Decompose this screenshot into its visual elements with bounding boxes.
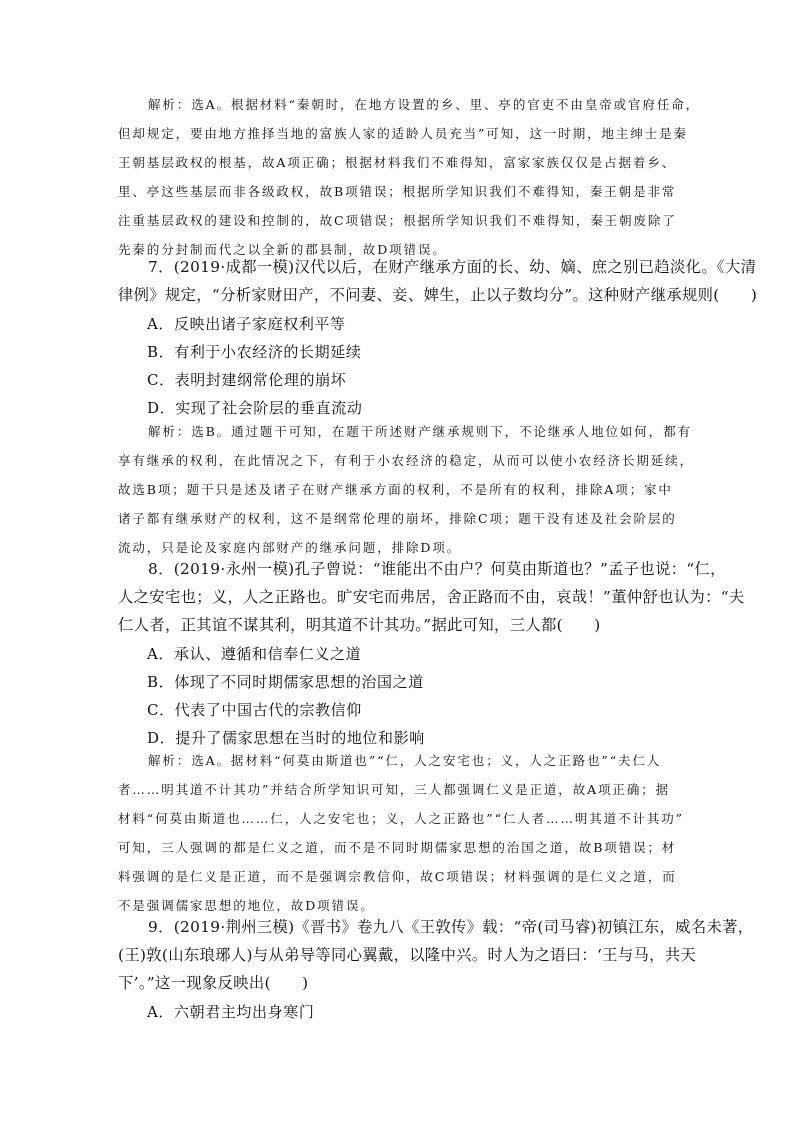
option-d: D．提升了儒家思想在当时的地位和影响 xyxy=(147,729,425,747)
option-b: B．有利于小农经济的长期延续 xyxy=(147,343,362,361)
text-line: 仁人者，正其谊不谋其利，明其道不计其功。”据此可知，三人都( ) xyxy=(118,616,601,634)
option-a: A．反映出诸子家庭权利平等 xyxy=(147,315,346,333)
text-line: 解析：选A。根据材料“秦朝时，在地方设置的乡、里、亭的官吏不由皇帝或官府任命， xyxy=(148,97,701,112)
option-a: A．六朝君主均出身寒门 xyxy=(147,1003,315,1021)
text-line: 先秦的分封制而代之以全新的郡县制，故D项错误。 xyxy=(118,242,447,257)
text-line: 享有继承的权利，在此情况之下，有利于小农经济的稳定，从而可以使小农经济长期延续， xyxy=(118,453,695,468)
text-line: 可知，三人强调的都是仁义之道，而不是不同时期儒家思想的治国之道，故B项错误；材 xyxy=(118,840,677,855)
text-line: 下’。”这一现象反映出( ) xyxy=(118,974,309,992)
option-b: B．体现了不同时期儒家思想的治国之道 xyxy=(147,673,424,691)
text-line: 7．(2019·成都一模)汉代以后，在财产继承方面的长、幼、嫡、庶之别已趋淡化。《大清 xyxy=(148,258,757,276)
text-line: 里、亭这些基层而非各级政权，故B项错误；根据所学知识我们不难得知，秦王朝是非常 xyxy=(118,184,677,199)
option-a: A．承认、遵循和信奉仁义之道 xyxy=(147,645,362,663)
option-c: C．表明封建纲常伦理的崩坏 xyxy=(147,371,347,389)
text-line: 流动，只是论及家庭内部财产的继承问题，排除D项。 xyxy=(118,540,462,555)
option-d: D．实现了社会阶层的垂直流动 xyxy=(147,399,363,417)
text-line: 王朝基层政权的根基，故A项正确；根据材料我们不难得知，富家家族仅仅是占据着乡、 xyxy=(118,155,677,170)
text-line: 注重基层政权的建设和控制的，故C项错误；根据所学知识我们不难得知，秦王朝废除了 xyxy=(118,213,677,228)
text-line: 9．(2019·荆州三模)《晋书》卷九八《王敦传》载：“帝(司马睿)初镇江东，威名未著， xyxy=(148,918,754,936)
text-line: 者……明其道不计其功”并结合所学知识可知，三人都强调仁义是正道，故A项正确；据 xyxy=(118,782,671,797)
text-line: 诸子都有继承财产的权利，这不是纲常伦理的崩坏，排除C项；题干没有述及社会阶层的 xyxy=(118,511,677,526)
text-line: (王)敦(山东琅琊人)与从弟导等同心翼戴，以隆中兴。时人为之语曰：‘王与马，共天 xyxy=(118,946,697,964)
text-line: 8．(2019·永州一模)孔子曾说：“谁能出不由户？何莫由斯道也？”孟子也说：“仁， xyxy=(148,560,726,578)
text-line: 料强调的是仁义是正道，而不是强调宗教信仰，故C项错误；材料强调的是仁义之道，而 xyxy=(118,869,677,884)
text-line: 但却规定，要由地方推择当地的富族人家的适龄人员充当”可知，这一时期，地主绅士是秦 xyxy=(118,126,688,141)
option-c: C．代表了中国古代的宗教信仰 xyxy=(147,701,362,719)
text-line: 材料“何莫由斯道也……仁，人之安宅也；义，人之正路也”“仁人者……明其道不计其功” xyxy=(118,811,684,826)
text-line: 律例》规定，“分析家财田产，不问妻、妾、婢生，止以子数均分”。这种财产继承规则( ) xyxy=(118,286,758,304)
text-line: 不是强调儒家思想的地位，故D项错误。 xyxy=(118,898,375,913)
text-line: 故选B项；题干只是述及诸子在财产继承方面的权利，不是所有的权利，排除A项；家中 xyxy=(118,482,673,497)
text-line: 人之安宅也；义，人之正路也。旷安宅而弗居，舍正路而不由，哀哉！”董仲舒也认为：“夫 xyxy=(118,588,745,606)
text-line: 解析：选B。通过题干可知，在题干所述财产继承规则下，不论继承人地位如何，都有 xyxy=(148,424,692,439)
text-line: 解析：选A。据材料“何莫由斯道也”“仁，人之安宅也；义，人之正路也”“夫仁人 xyxy=(148,753,662,768)
